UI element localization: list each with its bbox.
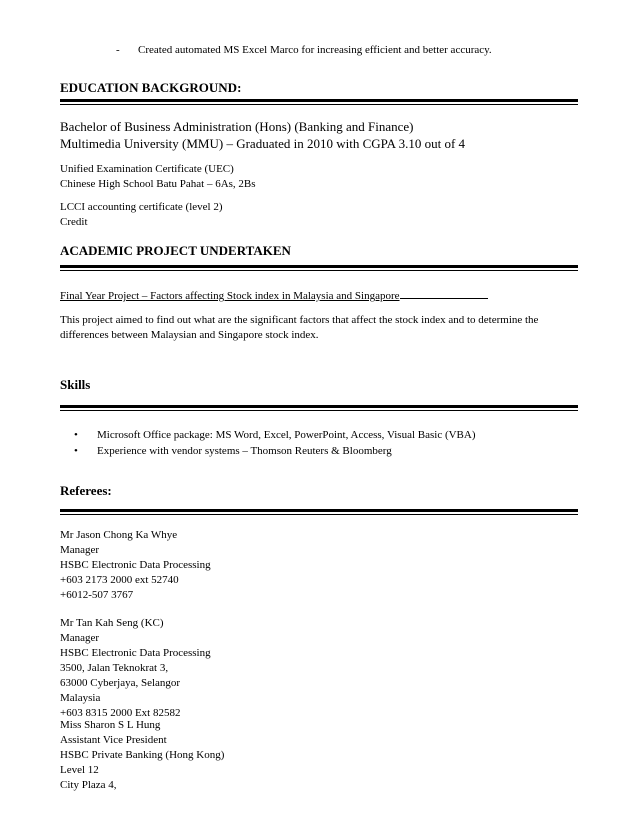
achievement-item xyxy=(116,43,492,58)
section-rule xyxy=(60,405,578,411)
referee-line: Mr Tan Kah Seng (KC) xyxy=(60,617,164,629)
referee-line: 3500, Jalan Teknokrat 3, xyxy=(60,662,169,674)
referee-line: Manager xyxy=(60,632,100,644)
section-rule xyxy=(60,99,578,105)
referee-line: HSBC Private Banking (Hong Kong) xyxy=(60,749,225,761)
referee-line: +603 8315 2000 Ext 82582 xyxy=(60,707,181,719)
uec-line: Chinese High School Batu Pahat – 6As, 2Bs xyxy=(60,178,256,190)
referee-line: Mr Jason Chong Ka Whye xyxy=(60,529,178,541)
referee-line: Manager xyxy=(60,544,100,556)
bullet-icon: • xyxy=(74,429,78,441)
skill-item xyxy=(60,427,578,443)
section-rule xyxy=(60,509,578,515)
lcci-block xyxy=(60,200,578,230)
degree-line: Multimedia University (MMU) – Graduated in 2010 with CGPA 3.10 out of 4 xyxy=(60,136,466,151)
referee-line: +603 2173 2000 ext 52740 xyxy=(60,574,179,586)
bullet-icon: • xyxy=(74,445,78,457)
degree-block xyxy=(60,118,578,152)
referee-3 xyxy=(60,718,578,793)
referee-line: City Plaza 4, xyxy=(60,779,117,791)
referee-line: Malaysia xyxy=(60,692,101,704)
referee-line: 63000 Cyberjaya, Selangor xyxy=(60,677,181,689)
project-title: Final Year Project – Factors affecting Stock index in Malaysia and Singapore xyxy=(60,290,400,302)
skill-item xyxy=(60,443,578,459)
referee-line: Level 12 xyxy=(60,764,99,776)
project-heading: ACADEMIC PROJECT UNDERTAKEN xyxy=(60,243,291,258)
description-line: differences between Malaysian and Singapore stock index. xyxy=(60,329,319,341)
education-heading: EDUCATION BACKGROUND: xyxy=(60,80,242,95)
skills-heading: Skills xyxy=(60,377,91,392)
dash-marker: - xyxy=(116,44,120,56)
referee-1 xyxy=(60,528,578,603)
underline-fill xyxy=(400,287,488,299)
project-description xyxy=(60,313,578,343)
referees-heading: Referees: xyxy=(60,483,112,498)
referee-line: HSBC Electronic Data Processing xyxy=(60,559,211,571)
skill-text: Microsoft Office package: MS Word, Excel, PowerPoint, Access, Visual Basic (VBA) xyxy=(97,429,476,441)
lcci-line: Credit xyxy=(60,216,88,228)
achievement-text: Created automated MS Excel Marco for increasing efficient and better accuracy. xyxy=(138,44,492,56)
section-rule xyxy=(60,265,578,271)
referee-line: Miss Sharon S L Hung xyxy=(60,719,161,731)
referee-line: Assistant Vice President xyxy=(60,734,167,746)
degree-line: Bachelor of Business Administration (Hons) (Banking and Finance) xyxy=(60,119,414,134)
uec-block xyxy=(60,162,578,192)
referee-2 xyxy=(60,616,578,721)
project-title-block xyxy=(60,287,578,304)
referee-line: HSBC Electronic Data Processing xyxy=(60,647,211,659)
skills-list xyxy=(60,427,578,459)
description-line: This project aimed to find out what are the significant factors that affect the stock index and to determine the xyxy=(60,314,539,326)
lcci-line: LCCI accounting certificate (level 2) xyxy=(60,201,223,213)
skill-text: Experience with vendor systems – Thomson Reuters & Bloomberg xyxy=(97,445,392,457)
uec-line: Unified Examination Certificate (UEC) xyxy=(60,163,234,175)
referee-line: +6012-507 3767 xyxy=(60,589,134,601)
